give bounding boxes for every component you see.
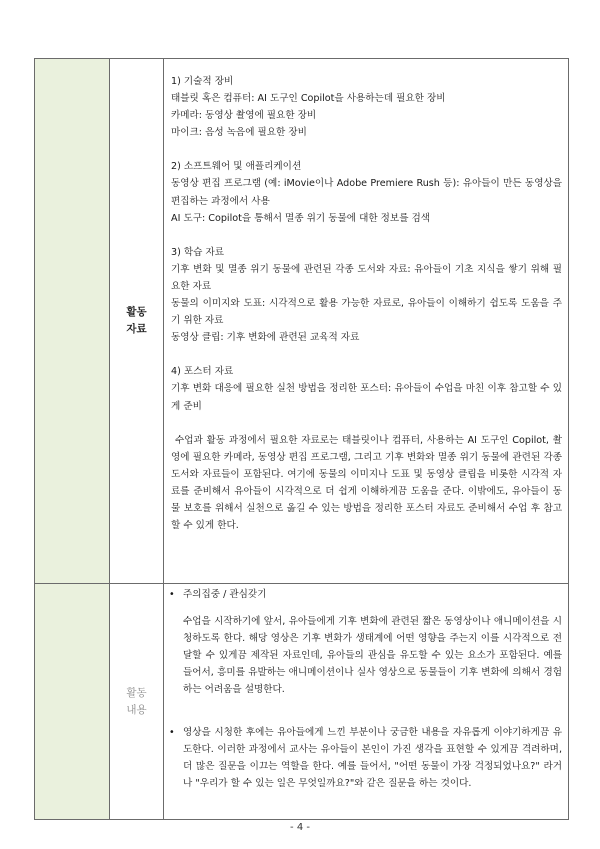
section-title: 4) 포스터 자료 [171, 366, 234, 378]
section-line: 동영상 클립: 기후 변화에 관련된 교육적 자료 [171, 332, 360, 344]
section-line: 태블릿 혹은 컴퓨터: AI 도구인 Copilot을 사용하는데 필요한 장비 [171, 93, 446, 105]
row-label-line: 자료 [126, 323, 147, 335]
activity-content-cell [164, 584, 569, 820]
section-line: AI 도구: Copilot을 통해서 멸종 위기 동물에 대한 정보를 검색 [171, 212, 431, 224]
row-label-line: 활동 [126, 306, 147, 318]
activity-materials-row [35, 59, 569, 584]
bullet-title: 주의집중 / 관심갖기 [183, 589, 267, 600]
section-line: 기후 변화 및 멸종 위기 동물에 관련된 각종 도서와 자료: 유아들이 기초 지식을 쌓기 위해 필요한 자료 [171, 263, 562, 292]
row-label-line: 활동 [126, 686, 147, 699]
category-cell-shaded [35, 59, 110, 584]
section-line: 동물의 이미지와 도표: 시각적으로 활용 가능한 자료로, 유아들이 이해하기 쉽도록 도움을 주기 위한 자료 [171, 298, 562, 327]
section-line: 기후 변화 대응에 필요한 실천 방법을 정리한 포스터: 유아들이 수업을 마친 이후 참고할 수 있게 준비 [171, 383, 562, 412]
row-label-line: 내용 [126, 703, 147, 716]
section-title: 3) 학습 자료 [171, 246, 225, 258]
activity-content-row [35, 584, 569, 820]
bullet-icon: • [169, 727, 175, 739]
bullet-icon: • [169, 589, 175, 600]
section-title: 2) 소프트웨어 및 애플리케이션 [171, 161, 302, 173]
materials-summary-paragraph: 수업과 활동 과정에서 필요한 자료로는 태블릿이나 컴퓨터, 사용하는 AI 도구인 Copilot, 촬영에 필요한 카메라, 동영상 편집 프로그램, 그리고 기후 변화와 멸종 위기 동물에 관련된 각종 도서와 자료들이 포함된다. 여기에 동물의 이미지나 도표 및 동영상 클립을 비롯한 시각적 자료를 준비해서 유아들이 시각적으로 더 쉽게 이해하게끔 도움을 준다. 이밖에도, 유아들이 동물 보호를 위해서 실천으로 옮길 수 있는 방법을 정리한 포스터 자료도 준비해서 수업 후 참고할 수 있게 한다. [171, 434, 562, 532]
section-title: 1) 기술적 장비 [171, 76, 234, 87]
lesson-plan-table [34, 58, 569, 820]
section-line: 동영상 편집 프로그램 (예: iMovie이나 Adobe Premiere Rush 등): 유아들이 만든 동영상을 편집하는 과정에서 사용 [171, 178, 562, 207]
bullet-item [169, 724, 562, 792]
section-line: 마이크: 음성 녹음에 필요한 장비 [171, 127, 307, 139]
page-number: - 4 - [290, 822, 310, 833]
category-cell-shaded [35, 584, 110, 820]
activity-materials-label-cell [110, 59, 164, 584]
bullet-item [169, 586, 562, 603]
bullet-body: 영상을 시청한 후에는 유아들에게 느낀 부분이나 궁금한 내용을 자유롭게 이야기하게끔 유도한다. 이러한 과정에서 교사는 유아들이 본인이 가진 생각을 표현할 수 있게끔 격려하며, 더 많은 질문을 이끄는 역할을 한다. 예를 들어서, "어떤 동물이 가장 걱정되었나요?" 라거나 "우리가 할 수 있는 일은 무엇일까요?"와 같은 질문을 하는 것이다. [183, 727, 562, 790]
section-line: 카메라: 동영상 촬영에 필요한 장비 [171, 110, 317, 122]
activity-materials-content-cell [164, 59, 569, 584]
activity-content-label-cell [110, 584, 164, 820]
bullet-body: 수업을 시작하기에 앞서, 유아들에게 기후 변화에 관련된 짧은 동영상이나 애니메이션을 시청하도록 한다. 해당 영상은 기후 변화가 생태계에 어떤 영향을 주는지 이를 시각적으로 전달할 수 있게끔 제작된 자료인데, 유아들의 관심을 유도할 수 있는 요소가 포함된다. 예를 들어서, 흥미를 유발하는 애니메이션이나 실사 영상으로 동물들이 기후 변화에 의해서 경험하는 어려움을 설명한다. [183, 615, 562, 695]
